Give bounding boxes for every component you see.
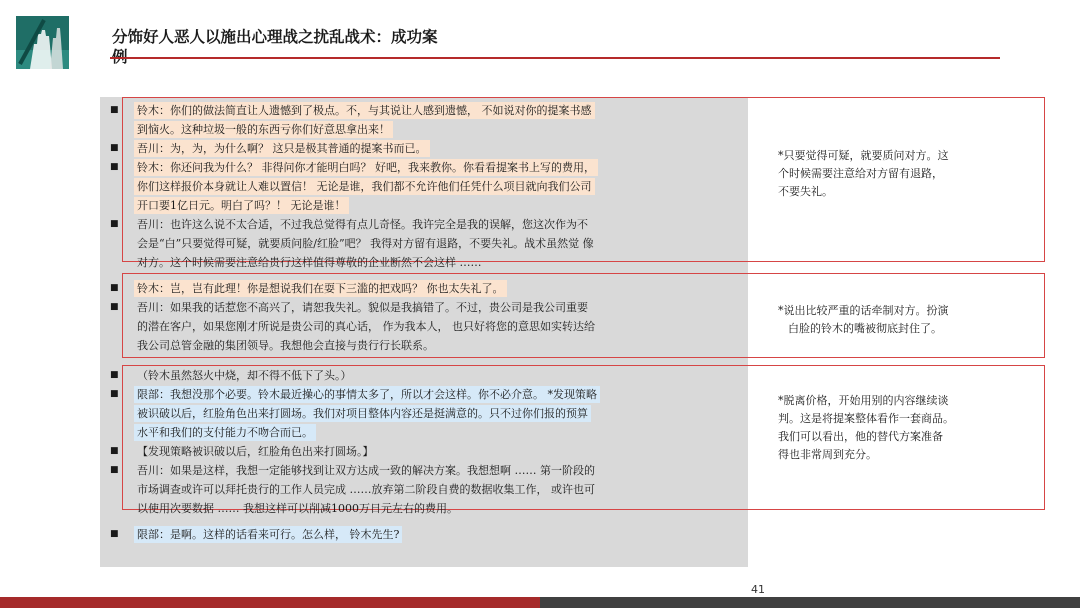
bullet-square-icon: ■ xyxy=(110,143,119,153)
side-note-3: *脱离价格，开始用别的内容继续谈 判。这是将提案整体看作一套商品。 我们可以看出，他的替代方案准备 得也非常周到充分。 xyxy=(778,394,954,461)
bullet-square-icon: ■ xyxy=(110,162,119,172)
side-note-2: *说出比较严重的话牵制对方。扮演 白脸的铃木的嘴被彻底封住了。 xyxy=(778,304,949,335)
bullet-square-icon: ■ xyxy=(110,302,119,312)
bullet-square-icon: ■ xyxy=(110,370,119,380)
bullet-square-icon: ■ xyxy=(110,105,119,115)
footer-bar-red xyxy=(0,597,540,608)
side-note-1: *只要觉得可疑，就要质问对方。这 个时候需要注意给对方留有退路， 不要失礼。 xyxy=(778,149,949,198)
bullet-square-icon: ■ xyxy=(110,283,119,293)
footer-bar-dark xyxy=(540,597,1080,608)
bullet-square-icon: ■ xyxy=(110,465,119,475)
bullet-square-icon: ■ xyxy=(110,389,119,399)
page-title-line-1: 分饰好人恶人以施出心理战之扰乱战术：成功案 xyxy=(112,28,438,46)
bullet-square-icon: ■ xyxy=(110,446,119,456)
bullet-square-icon: ■ xyxy=(110,529,119,539)
page-number: 41 xyxy=(751,583,765,596)
bullet-square-icon: ■ xyxy=(110,219,119,229)
page-title xyxy=(112,27,438,67)
title-divider xyxy=(110,57,1000,59)
hands-logo-icon xyxy=(16,16,69,69)
